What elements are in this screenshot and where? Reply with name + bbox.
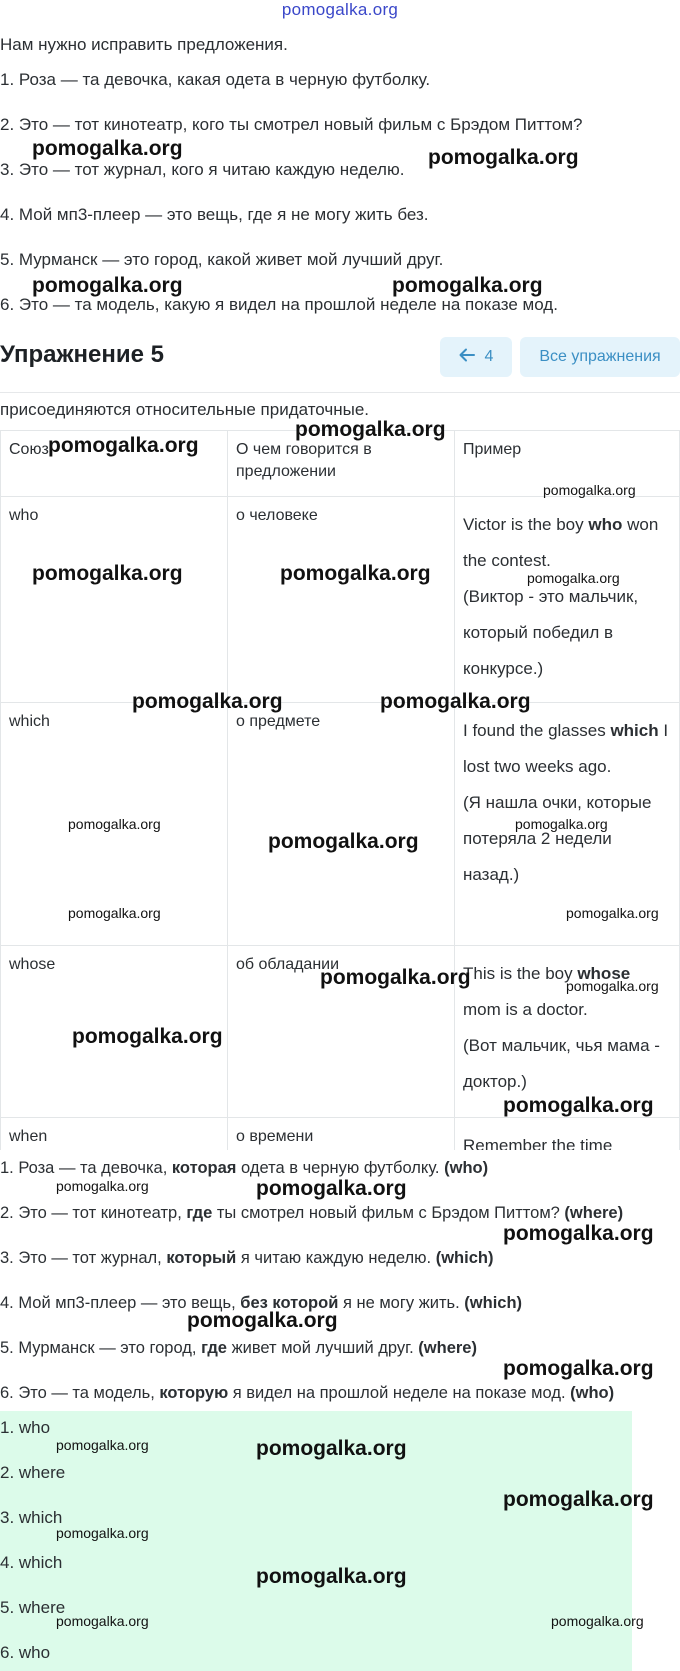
table-row: [1, 497, 680, 703]
watermark: pomogalka.org: [566, 905, 659, 921]
task-sentence: 2. Это — тот кинотеатр, кого ты смотрел новый фильм с Брэдом Питтом?: [0, 115, 583, 134]
watermark: pomogalka.org: [527, 570, 620, 586]
short-answer: 1. who: [0, 1418, 51, 1437]
watermark: pomogalka.org: [503, 1222, 654, 1245]
watermark: pomogalka.org: [543, 482, 636, 498]
watermark: pomogalka.org: [72, 1025, 223, 1048]
watermark: pomogalka.org: [32, 274, 183, 297]
watermark: pomogalka.org: [503, 1094, 654, 1117]
watermark: pomogalka.org: [56, 1437, 149, 1453]
short-answer: 4. which: [0, 1553, 63, 1572]
watermark: pomogalka.org: [132, 690, 283, 713]
task-sentence: 1. Роза — та девочка, какая одета в черную футболку.: [0, 70, 431, 89]
watermark: pomogalka.org: [256, 1177, 407, 1200]
arrow-left-icon: [459, 348, 475, 367]
site-logo: pomogalka.org: [281, 0, 399, 19]
watermark: pomogalka.org: [392, 274, 543, 297]
watermark: pomogalka.org: [187, 1309, 338, 1332]
example-cell: This is the boy whose mom is a doctor. (Вот мальчик, чья мама - доктор.): [455, 946, 680, 1118]
watermark: pomogalka.org: [428, 146, 579, 169]
table-caption: присоединяются относительные придаточные.: [0, 400, 370, 419]
conjunction-cell: whose: [1, 946, 228, 1118]
short-answer: 2. where: [0, 1463, 66, 1482]
watermark: pomogalka.org: [56, 1613, 149, 1629]
task-intro: Нам нужно исправить предложения.: [0, 35, 288, 54]
watermark: pomogalka.org: [280, 562, 431, 585]
meaning-cell: о человеке: [228, 497, 455, 703]
watermark: pomogalka.org: [551, 1613, 644, 1629]
watermark: pomogalka.org: [32, 562, 183, 585]
short-answer: 5. where: [0, 1598, 66, 1617]
watermark: pomogalka.org: [566, 978, 659, 994]
watermark: pomogalka.org: [256, 1565, 407, 1588]
watermark: pomogalka.org: [48, 434, 199, 457]
watermark: pomogalka.org: [515, 816, 608, 832]
task-sentence: 4. Мой мп3-плеер — это вещь, где я не могу жить без.: [0, 205, 429, 224]
watermark: pomogalka.org: [256, 1437, 407, 1460]
watermark: pomogalka.org: [56, 1525, 149, 1541]
answer-line: 6. Это — та модель, которую я видел на прошлой неделе на показе мод. (who): [0, 1384, 615, 1402]
watermark: pomogalka.org: [32, 137, 183, 160]
answer-line: 1. Роза — та девочка, которая одета в черную футболку. (who): [0, 1159, 489, 1177]
table-row: [1, 1118, 680, 1151]
watermark: pomogalka.org: [320, 966, 471, 989]
conjunction-cell: when: [1, 1118, 228, 1151]
watermark: pomogalka.org: [56, 1178, 149, 1194]
watermark: pomogalka.org: [268, 830, 419, 853]
meaning-cell: о времени: [228, 1118, 455, 1151]
exercise-title: Упражнение 5: [0, 341, 164, 368]
previous-exercise-label: 4: [484, 348, 494, 365]
task-sentence: 3. Это — тот журнал, кого я читаю каждую неделю.: [0, 160, 405, 179]
table-header-cell: Пример: [455, 431, 680, 497]
table-header-cell: Союз: [1, 431, 228, 497]
short-answer: 6. who: [0, 1643, 51, 1662]
conjunction-cell: which: [1, 703, 228, 946]
watermark: pomogalka.org: [380, 690, 531, 713]
answer-line: 4. Мой мп3-плеер — это вещь, без которой я не могу жить. (which): [0, 1294, 523, 1312]
previous-exercise-button[interactable]: [440, 337, 512, 377]
watermark: pomogalka.org: [68, 905, 161, 921]
watermark: pomogalka.org: [503, 1357, 654, 1380]
task-sentence: 6. Это — та модель, какую я видел на прошлой неделе на показе мод.: [0, 295, 558, 314]
example-cell: Remember the time: [455, 1118, 680, 1151]
watermark: pomogalka.org: [68, 816, 161, 832]
example-cell: Victor is the boy who won the contest. (Виктор - это мальчик, который победил в конкурсе.): [455, 497, 680, 703]
divider: [0, 392, 680, 393]
answer-line: 5. Мурманск — это город, где живет мой лучший друг. (where): [0, 1339, 477, 1357]
all-exercises-button[interactable]: Все упражнения: [520, 337, 680, 377]
example-cell: I found the glasses which I lost two weeks ago. (Я нашла очки, которые потеряла 2 недели назад.): [455, 703, 680, 946]
short-answer: 3. which: [0, 1508, 63, 1527]
answer-line: 3. Это — тот журнал, который я читаю каждую неделю. (which): [0, 1249, 494, 1267]
table-header-cell: О чем говорится в предложении: [228, 431, 455, 497]
conjunction-cell: who: [1, 497, 228, 703]
meaning-cell: об обладании: [228, 946, 455, 1118]
answer-line: 2. Это — тот кинотеатр, где ты смотрел новый фильм с Брэдом Питтом? (where): [0, 1204, 624, 1222]
watermark: pomogalka.org: [503, 1488, 654, 1511]
meaning-cell: о предмете: [228, 703, 455, 946]
watermark: pomogalka.org: [295, 418, 446, 441]
task-sentence: 5. Мурманск — это город, какой живет мой лучший друг.: [0, 250, 444, 269]
